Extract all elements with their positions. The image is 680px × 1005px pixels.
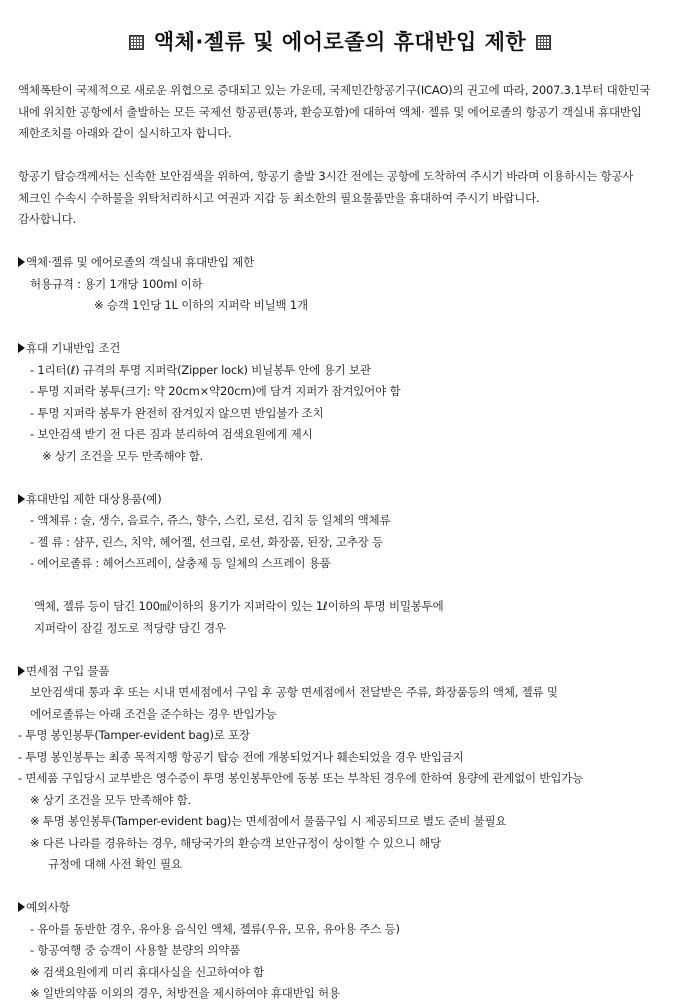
section-paragraph: 지퍼락이 잠길 정도로 적당량 담긴 경우 bbox=[34, 620, 226, 635]
section-note: ※ 일반의약품 이외의 경우, 처방전을 제시하여야 휴대반입 허용 bbox=[30, 986, 340, 1000]
section-heading: 휴대 기내반입 조건 bbox=[18, 338, 668, 360]
list-item: - 면세품 구입당시 교부받은 영수증이 투명 봉인봉투안에 동봉 또는 부착된 경우에 한하여 용량에 관계없이 반입가능 bbox=[18, 771, 584, 785]
intro-line: 제한조치를 아래와 같이 실시하고자 합니다. bbox=[18, 126, 232, 140]
list-item: - 에어로졸류 : 헤어스프레이, 살충제 등 일체의 스프레이 용품 bbox=[30, 556, 331, 570]
square-bullet-icon bbox=[129, 35, 144, 50]
list-item: - 유아를 동반한 경우, 유아용 음식인 액체, 젤류(우유, 모유, 유아용 주스 등) bbox=[30, 921, 400, 936]
page-title-row bbox=[0, 26, 680, 56]
triangle-bullet-icon bbox=[18, 494, 25, 504]
notice-line: 항공기 탑승객께서는 신속한 보안검색을 위하여, 항공기 출발 3시간 전에는 공항에 도착하여 주시기 바라며 이용하시는 항공사 bbox=[18, 169, 634, 183]
triangle-bullet-icon bbox=[18, 666, 25, 676]
triangle-bullet-icon bbox=[18, 902, 25, 912]
section-paragraph: 액체, 젤류 등이 담긴 100㎖이하의 용기가 지퍼락이 있는 1ℓ이하의 투명 비밀봉투에 bbox=[34, 599, 444, 613]
section-note: ※ 다른 나라를 경유하는 경우, 해당국가의 환승객 보안규정이 상이할 수 있으니 해당 bbox=[30, 835, 441, 850]
section-heading: 액체·젤류 및 에어로졸의 객실내 휴대반입 제한 bbox=[18, 252, 668, 274]
section-note: ※ 검색요원에게 미리 휴대사실을 신고하여야 함 bbox=[30, 964, 264, 979]
triangle-bullet-icon bbox=[18, 343, 25, 353]
section-note: 규정에 대해 사전 확인 필요 bbox=[48, 857, 182, 871]
section-note: ※ 승객 1인당 1L 이하의 지퍼락 비닐백 1개 bbox=[94, 298, 308, 312]
list-item: - 항공여행 중 승객이 사용할 분량의 의약품 bbox=[30, 943, 241, 957]
section-paragraph: 보안검색대 통과 후 또는 시내 면세점에서 구입 후 공항 면세점에서 전달받은 주류, 화장품등의 액체, 젤류 및 bbox=[30, 685, 558, 699]
list-item: - 투명 지퍼락 봉투(크기: 약 20cm×약20cm)에 담겨 지퍼가 잠겨있어야 함 bbox=[30, 384, 401, 398]
triangle-bullet-icon bbox=[18, 257, 25, 267]
section-heading: 휴대반입 제한 대상용품(예) bbox=[18, 489, 668, 511]
section-note: ※ 상기 조건을 모두 만족해야 함. bbox=[30, 792, 192, 807]
section-note: ※ 투명 봉인봉투(Tamper-evident bag)는 면세점에서 물품구입 시 제공되므로 별도 준비 불필요 bbox=[30, 814, 507, 828]
list-item: - 1리터(ℓ) 규격의 투명 지퍼락(Zipper lock) 비닐봉투 안에 용기 보관 bbox=[30, 362, 371, 377]
intro-line: 액체폭탄이 국제적으로 새로운 위협으로 증대되고 있는 가운데, 국제민간항공기구(ICAO)의 권고에 따라, 2007.3.1부터 대한민국 bbox=[18, 83, 651, 97]
list-item: - 젤 류 : 샴푸, 린스, 치약, 헤어젤, 선크림, 로션, 화장품, 된장, 고추장 등 bbox=[30, 534, 383, 549]
square-bullet-icon bbox=[536, 35, 551, 50]
document-body bbox=[18, 80, 668, 1005]
list-item: - 투명 지퍼락 봉투가 완전히 잠겨있지 않으면 반입불가 조치 bbox=[30, 405, 324, 420]
list-item: - 액체류 : 술, 생수, 음료수, 쥬스, 향수, 스킨, 로션, 김치 등 일체의 액체류 bbox=[30, 513, 391, 527]
section-line: 허용규격 : 용기 1개당 100ml 이하 bbox=[30, 276, 203, 291]
intro-line: 내에 위치한 공항에서 출발하는 모든 국제선 항공편(통과, 환승포함)에 대하여 액체· 젤류 및 에어로졸의 항공기 객실내 휴대반입 bbox=[18, 104, 642, 119]
list-item: - 보안검색 받기 전 다른 짐과 분리하여 검색요원에게 제시 bbox=[30, 427, 313, 441]
notice-line: 체크인 수속시 수하물을 위탁처리하시고 여권과 지갑 등 최소한의 필요물품만을 휴대하여 주시기 바랍니다. bbox=[18, 190, 540, 205]
section-note: ※ 상기 조건을 모두 만족해야 함. bbox=[42, 448, 204, 463]
section-heading: 면세점 구입 물품 bbox=[18, 661, 668, 683]
page-title: 액체·젤류 및 에어로졸의 휴대반입 제한 bbox=[153, 30, 527, 54]
notice-line: 감사합니다. bbox=[18, 212, 76, 226]
list-item: - 투명 봉인봉투(Tamper-evident bag)로 포장 bbox=[18, 728, 250, 742]
list-item: - 투명 봉인봉투는 최종 목적지행 항공기 탑승 전에 개봉되었거나 훼손되었을 경우 반입금지 bbox=[18, 749, 464, 764]
section-heading: 예외사항 bbox=[18, 897, 668, 919]
section-paragraph: 에어로졸류는 아래 조건을 준수하는 경우 반입가능 bbox=[30, 706, 277, 721]
